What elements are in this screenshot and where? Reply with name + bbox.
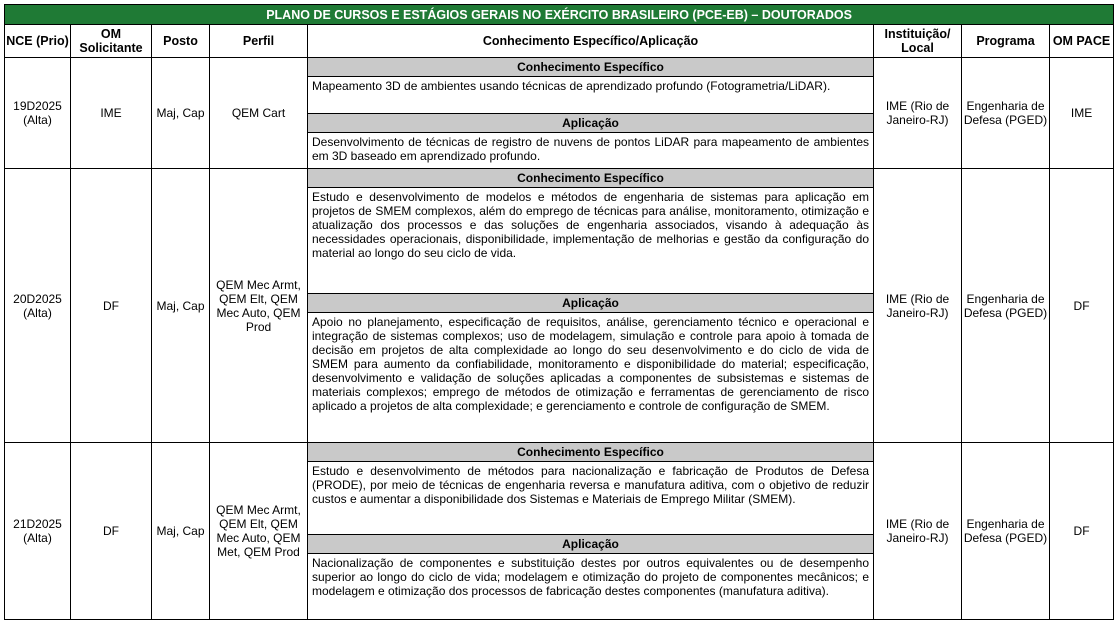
- instituicao-cell: IME (Rio de Janeiro-RJ): [874, 443, 962, 620]
- instituicao-cell: IME (Rio de Janeiro-RJ): [874, 58, 962, 169]
- programa-cell: Engenharia de Defesa (PGED): [962, 169, 1050, 443]
- header-om-solicitante: OM Solicitante: [71, 25, 152, 58]
- aplicacao-text: Nacionalização de componentes e substituição destes por outros equivalentes ou de desempenho superior ao longo do ciclo de vida; modelagem e otimização do projeto de componentes mecânicos; e modelagem e otimização dos processos de fabricação destes componentes (manufatura aditiva).: [312, 556, 869, 598]
- posto-cell: Maj, Cap: [152, 169, 210, 443]
- aplicacao-subheader: Aplicação: [308, 113, 873, 133]
- header-instituicao: Instituição/ Local: [874, 25, 962, 58]
- header-om-pace: OM PACE: [1050, 25, 1114, 58]
- pce-table: [4, 4, 1114, 620]
- header-nce: NCE (Prio): [5, 25, 71, 58]
- posto-cell: Maj, Cap: [152, 443, 210, 620]
- perfil-cell: QEM Mec Armt, QEM Elt, QEM Mec Auto, QEM Met, QEM Prod: [210, 443, 308, 620]
- header-perfil: Perfil: [210, 25, 308, 58]
- nce-cell: 19D2025 (Alta): [5, 58, 71, 169]
- header-posto: Posto: [152, 25, 210, 58]
- conhecimento-text: Estudo e desenvolvimento de modelos e métodos de engenharia de sistemas para aplicação em projetos de SMEM complexos, além do emprego de técnicas para análise, monitoramento, otimização e atualização dos processos e das soluções de engenharia associados, visando à adequação às necessidades operacionais, disponibilidade, implementação de melhorias e gestão da configuração do material ao longo do seu ciclo de vida.: [312, 190, 869, 260]
- header-conhecimento-aplicacao: Conhecimento Específico/Aplicação: [308, 25, 874, 58]
- table-row: [5, 443, 1114, 620]
- perfil-cell: QEM Cart: [210, 58, 308, 169]
- aplicacao-text: Apoio no planejamento, especificação de requisitos, análise, gerenciamento técnico e operacional e integração de sistemas complexos; uso de modelagem, simulação e controle para apoio à tomada de decisão em projetos de alta complexidade ao longo do seu desenvolvimento e do ciclo de vida de SMEM para aumento da confiabilidade, monitoramento e disponibilidade do material; especificação, desenvolvimento e validação de soluções aplicadas a componentes de subsistemas e sistemas de materiais complexos; emprego de métodos de otimização e ferramentas de gerenciamento de risco aplicado a projetos de alta complexidade; e gerenciamento e controle de configuração de SMEM.: [312, 315, 869, 413]
- conhecimento-text: Estudo e desenvolvimento de métodos para nacionalização e fabricação de Produtos de Defesa (PRODE), por meio de técnicas de engenharia reversa e manufatura aditiva, com o objetivo de reduzir custos e aumentar a disponibilidade dos Sistemas e Materiais de Emprego Militar (SMEM).: [312, 464, 869, 506]
- aplicacao-text: Desenvolvimento de técnicas de registro de nuvens de pontos LiDAR para mapeamento de ambientes em 3D baseado em aprendizado profundo.: [312, 135, 869, 163]
- conhecimento-aplicacao-cell: [308, 169, 874, 443]
- header-programa: Programa: [962, 25, 1050, 58]
- aplicacao-subheader: Aplicação: [308, 534, 873, 554]
- posto-cell: Maj, Cap: [152, 58, 210, 169]
- nce-cell: 20D2025 (Alta): [5, 169, 71, 443]
- conhecimento-subheader: Conhecimento Específico: [308, 58, 873, 77]
- om-pace-cell: DF: [1050, 443, 1114, 620]
- conhecimento-text: Mapeamento 3D de ambientes usando técnicas de aprendizado profundo (Fotogrametria/LiDAR).: [312, 79, 831, 93]
- header-row: [5, 25, 1114, 58]
- conhecimento-subheader: Conhecimento Específico: [308, 443, 873, 462]
- instituicao-cell: IME (Rio de Janeiro-RJ): [874, 169, 962, 443]
- programa-cell: Engenharia de Defesa (PGED): [962, 443, 1050, 620]
- table-row: [5, 58, 1114, 169]
- om-pace-cell: IME: [1050, 58, 1114, 169]
- table-row: [5, 169, 1114, 443]
- conhecimento-aplicacao-cell: [308, 443, 874, 620]
- programa-cell: Engenharia de Defesa (PGED): [962, 58, 1050, 169]
- om-pace-cell: DF: [1050, 169, 1114, 443]
- conhecimento-aplicacao-cell: [308, 58, 874, 169]
- om-solicitante-cell: DF: [71, 169, 152, 443]
- om-solicitante-cell: DF: [71, 443, 152, 620]
- aplicacao-subheader: Aplicação: [308, 293, 873, 313]
- om-solicitante-cell: IME: [71, 58, 152, 169]
- table-title: PLANO DE CURSOS E ESTÁGIOS GERAIS NO EXÉRCITO BRASILEIRO (PCE-EB) – DOUTORADOS: [5, 5, 1114, 25]
- nce-cell: 21D2025 (Alta): [5, 443, 71, 620]
- conhecimento-subheader: Conhecimento Específico: [308, 169, 873, 188]
- perfil-cell: QEM Mec Armt, QEM Elt, QEM Mec Auto, QEM Prod: [210, 169, 308, 443]
